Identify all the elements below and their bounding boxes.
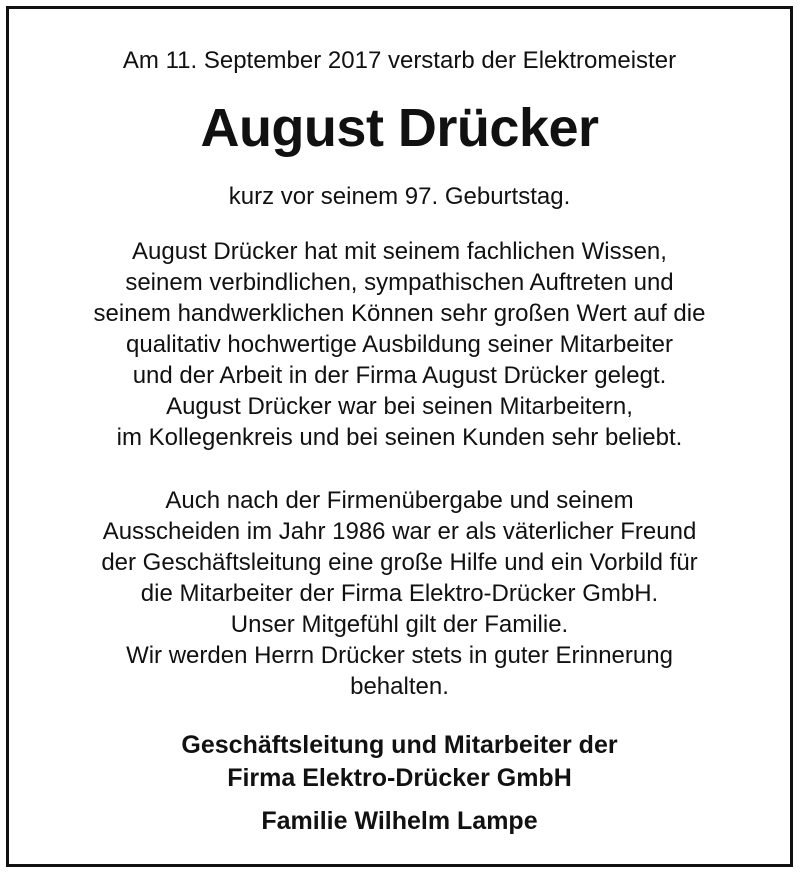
paragraph-line: und der Arbeit in der Firma August Drücker gelegt.: [132, 362, 667, 389]
paragraph-line: seinem verbindlichen, sympathischen Auftreten und: [125, 269, 674, 296]
paragraph-line: Auch nach der Firmenübergabe und seinem: [165, 487, 634, 514]
signature-company: [9, 729, 790, 795]
paragraph-line: August Drücker war bei seinen Mitarbeitern,: [166, 393, 633, 420]
age-line: kurz vor seinem 97. Geburtstag.: [228, 183, 571, 210]
signature-line: Geschäftsleitung und Mitarbeiter der: [181, 731, 618, 759]
paragraph-line: Wir werden Herrn Drücker stets in guter Erinnerung: [126, 642, 673, 669]
paragraph-line: seinem handwerklichen Können sehr großen Wert auf die: [93, 300, 706, 327]
paragraph-line: im Kollegenkreis und bei seinen Kunden sehr beliebt.: [116, 424, 683, 451]
deceased-name: August Drücker: [200, 98, 599, 158]
signature-line: Firma Elektro-Drücker GmbH: [227, 764, 572, 792]
paragraph-line: behalten.: [350, 673, 449, 700]
paragraph-line: qualitativ hochwertige Ausbildung seiner Mitarbeiter: [126, 331, 673, 358]
paragraph-line: der Geschäftsleitung eine große Hilfe und ein Vorbild für: [101, 549, 698, 576]
paragraph-line: Unser Mitgefühl gilt der Familie.: [230, 611, 569, 638]
signature-family: Familie Wilhelm Lampe: [261, 807, 538, 835]
paragraph-line: Ausscheiden im Jahr 1986 war er als väterlicher Freund: [102, 518, 697, 545]
obituary-notice: [6, 6, 793, 867]
paragraph-line: die Mitarbeiter der Firma Elektro-Drücker GmbH.: [140, 580, 659, 607]
tribute-paragraph-2: [9, 485, 790, 702]
tribute-paragraph-1: [9, 236, 790, 453]
intro-line: Am 11. September 2017 verstarb der Elektromeister: [122, 47, 677, 74]
paragraph-line: August Drücker hat mit seinem fachlichen Wissen,: [132, 238, 667, 265]
